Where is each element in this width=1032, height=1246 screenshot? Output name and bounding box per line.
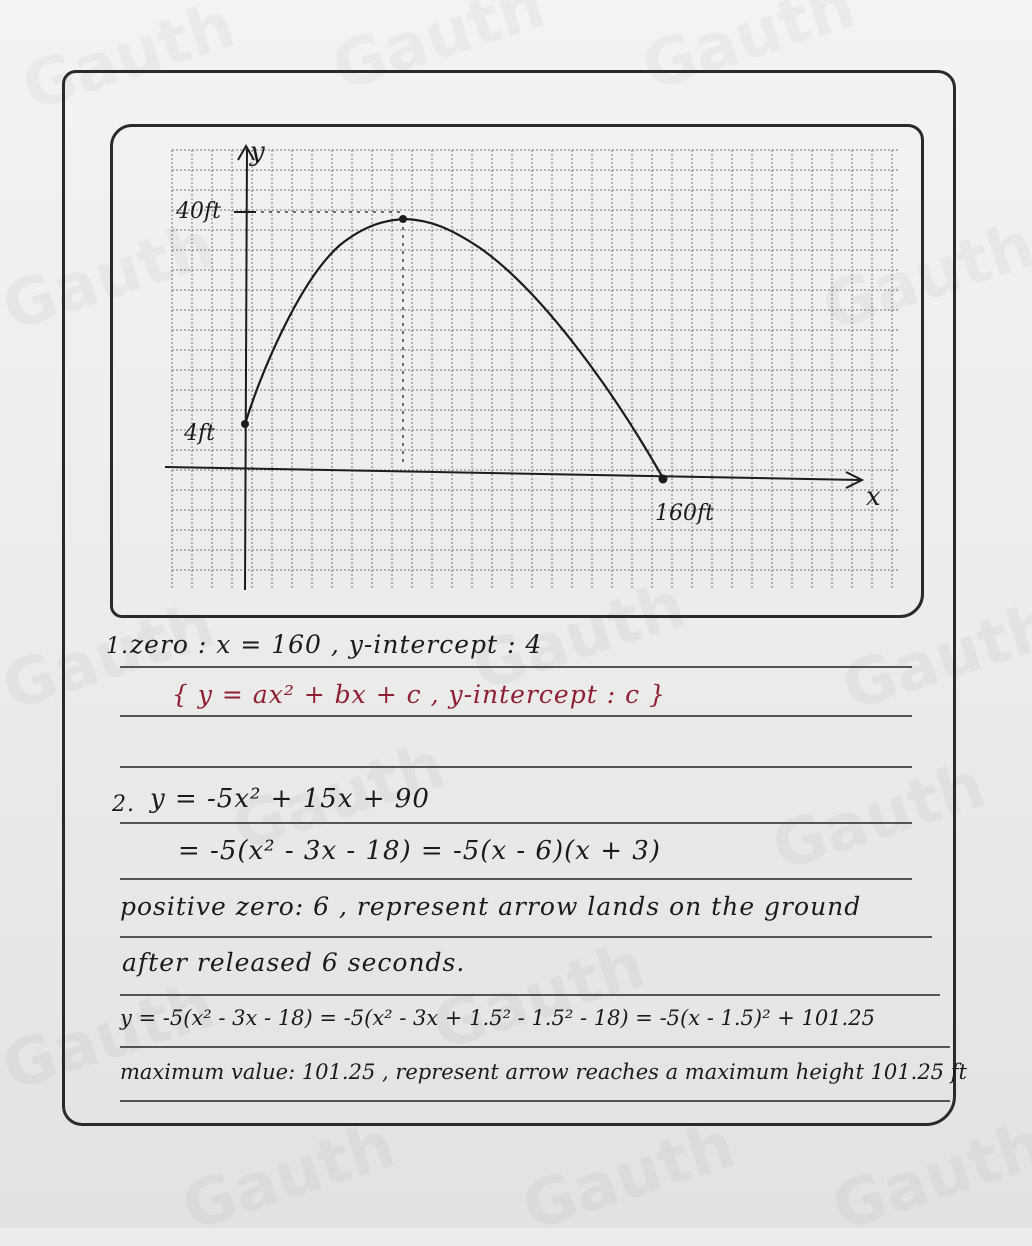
x-axis-label: x [866, 482, 881, 512]
ruled-line [120, 1046, 950, 1048]
y-axis-label: y [250, 137, 265, 167]
label-40ft: 40ft [176, 199, 221, 224]
ruled-line [120, 1100, 950, 1102]
q1-zero-intercept-line: zero : x = 160 , y-intercept : 4 [130, 630, 543, 659]
q2-maximum-value-note: maximum value: 101.25 , represent arrow reaches a maximum height 101.25 ft [120, 1060, 967, 1084]
grid-paper [172, 150, 900, 588]
label-160ft: 160ft [655, 501, 714, 526]
ruled-line [120, 936, 932, 938]
q2-number: 2. [112, 792, 135, 817]
ruled-line [120, 715, 912, 717]
ruled-line [120, 878, 912, 880]
y-axis [245, 148, 247, 590]
parabola-curve [245, 219, 663, 478]
q2-positive-zero-note: positive zero: 6 , represent arrow lands on the ground [120, 892, 862, 921]
q2-equation: y = -5x² + 15x + 90 [150, 784, 430, 814]
q1-standard-form-note: { y = ax² + bx + c , y-intercept : c } [172, 680, 666, 709]
x-intercept-point [659, 475, 668, 484]
ruled-line [120, 666, 912, 668]
q2-vertex-form: y = -5(x² - 3x - 18) = -5(x² - 3x + 1.5² - 1.5² - 18) = -5(x - 1.5)² + 101.25 [120, 1006, 875, 1030]
q2-factored-form: = -5(x² - 3x - 18) = -5(x - 6)(x + 3) [178, 836, 661, 866]
ruled-line [120, 766, 912, 768]
y-intercept-point [241, 420, 249, 428]
ruled-line [120, 822, 912, 824]
q1-number: 1. [106, 634, 129, 659]
label-4ft: 4ft [184, 421, 215, 446]
ruled-line [120, 994, 940, 996]
q2-landing-time-note: after released 6 seconds. [122, 948, 466, 977]
